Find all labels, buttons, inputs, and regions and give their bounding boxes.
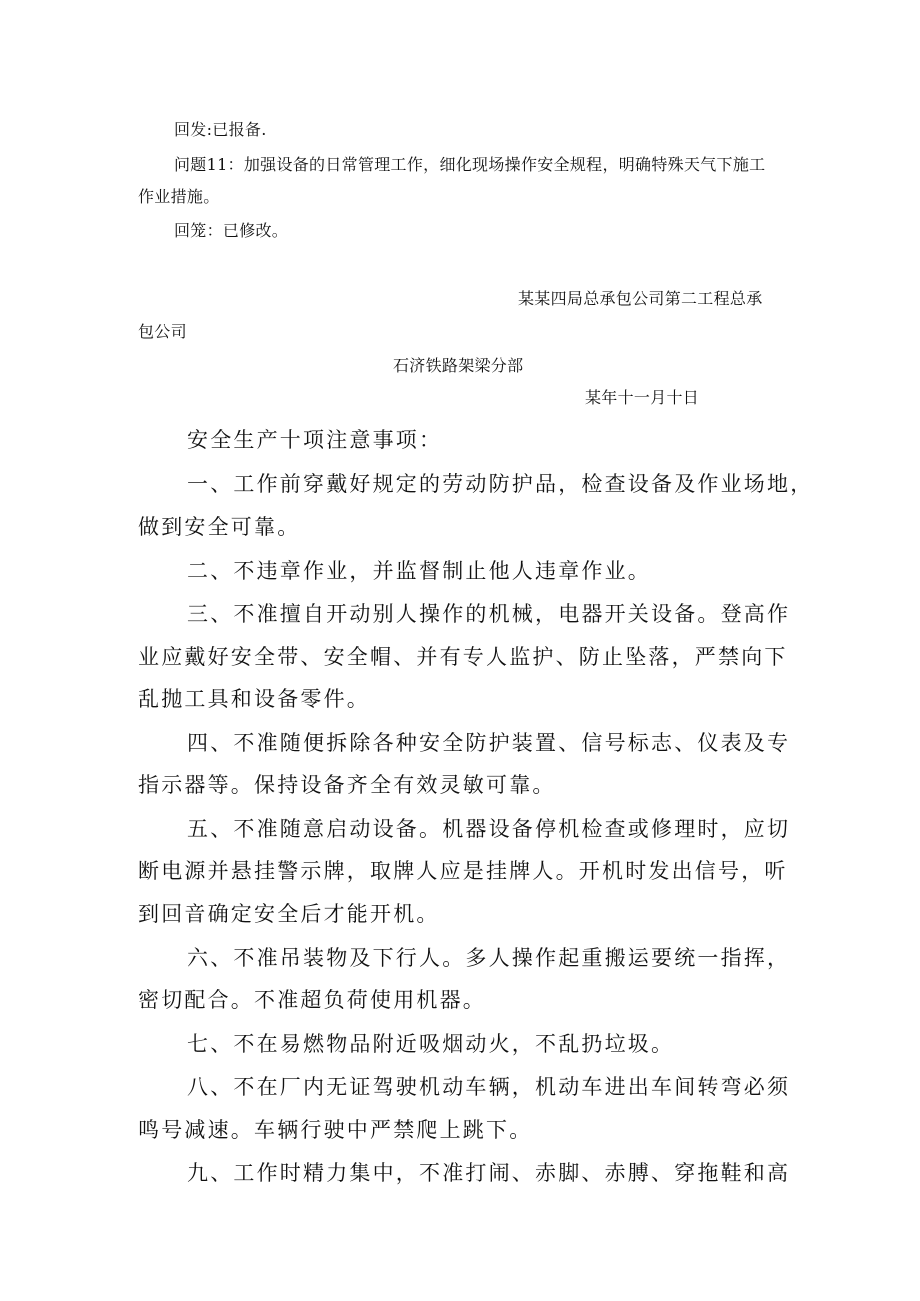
notice-line: 二、不违章作业，并监督制止他人违章作业。 xyxy=(187,559,651,583)
notice-line: 到回音确定安全后才能开机。 xyxy=(138,902,440,926)
notice-line: 乱抛工具和设备零件。 xyxy=(138,687,370,711)
notice-line: 断电源并悬挂警示牌，取牌人应是挂牌人。开机时发出信号，听 xyxy=(138,859,788,883)
safety-notice-title: 安全生产十项注意事项： xyxy=(187,428,443,452)
notice-line: 四、不准随便拆除各种安全防护装置、信号标志、仪表及专 xyxy=(187,731,791,755)
question-11-line1: 问题11：加强设备的日常管理工作，细化现场操作安全规程，明确特殊天气下施工 xyxy=(174,155,766,174)
notice-line: 业应戴好安全带、安全帽、并有专人监护、防止坠落，严禁向下 xyxy=(138,645,788,669)
notice-line: 密切配合。不准超负荷使用机器。 xyxy=(138,988,486,1012)
notice-line: 三、不准擅自开动别人操作的机械，电器开关设备。登高作 xyxy=(187,602,791,626)
notice-line: 鸣号减速。车辆行驶中严禁爬上跳下。 xyxy=(138,1118,533,1142)
reply-11-text: 回笼：已修改。 xyxy=(174,221,289,240)
notice-line: 六、不准吊装物及下行人。多人操作起重搬运要统一指挥， xyxy=(187,946,791,970)
reply-10-text: 回发:已报备. xyxy=(174,120,267,139)
notice-line: 五、不准随意启动设备。机器设备停机检查或修理时，应切 xyxy=(187,817,791,841)
signature-org-line2: 包公司 xyxy=(138,322,187,341)
notice-line: 七、不在易燃物品附近吸烟动火，不乱扔垃圾。 xyxy=(187,1032,675,1056)
notice-line: 指示器等。保持设备齐全有效灵敏可靠。 xyxy=(138,773,556,797)
notice-line: 做到安全可靠。 xyxy=(138,515,301,539)
question-11-line2: 作业措施。 xyxy=(138,187,220,206)
signature-org-line1: 某某四局总承包公司第二工程总承 xyxy=(518,289,763,308)
notice-line: 九、工作时精力集中，不准打闹、赤脚、赤膊、穿拖鞋和高 xyxy=(187,1161,791,1185)
signature-department: 石济铁路架梁分部 xyxy=(393,356,524,375)
notice-line: 一、工作前穿戴好规定的劳动防护品，检查设备及作业场地， xyxy=(187,472,814,496)
notice-line: 八、不在厂内无证驾驶机动车辆，机动车进出车间转弯必须 xyxy=(187,1075,791,1099)
signature-date: 某年十一月十日 xyxy=(585,388,700,407)
